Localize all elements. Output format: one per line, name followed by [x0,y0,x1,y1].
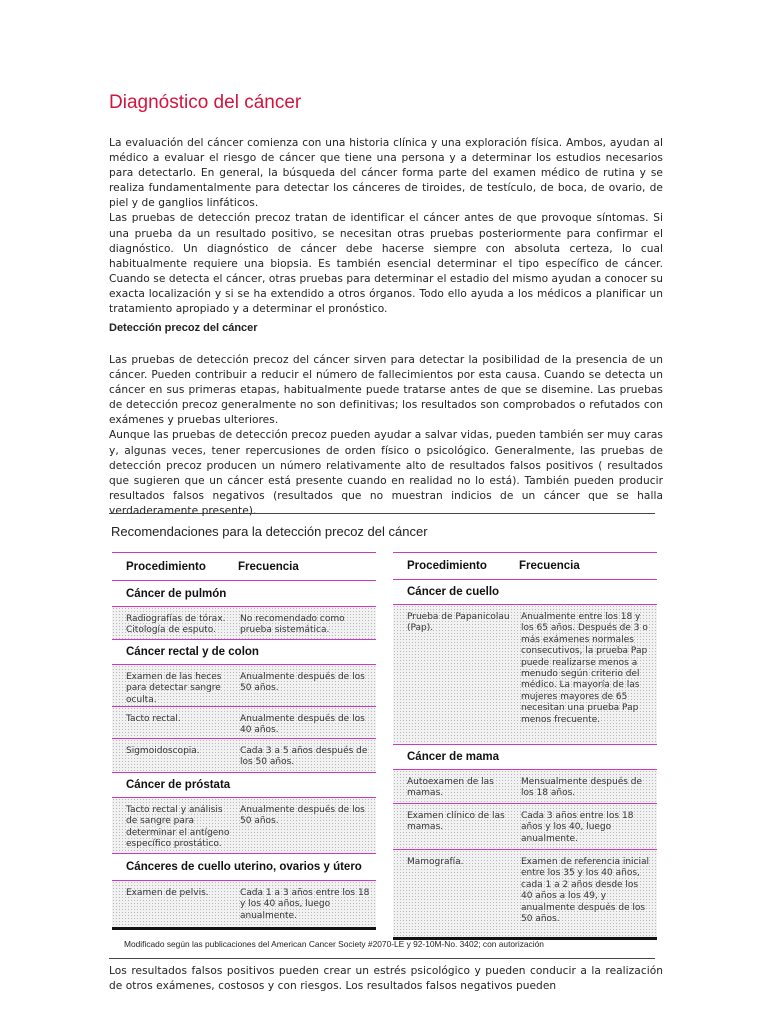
section-uterine-cancer: Cánceres de cuello uterino, ovarios y útero [126,861,362,873]
section-colorectal-cancer: Cáncer rectal y de colon [126,646,259,658]
table-left-column [112,552,376,930]
procedure-cell: Tacto rectal y análisis de sangre para determinar el antígeno específico prostático. [126,805,230,850]
procedure-cell: Radiografías de tórax. Citología de esputo. [126,614,226,636]
closing-text [109,964,663,994]
table-right-column [393,552,657,940]
intro-paragraph-2: Las pruebas de detección precoz tratan de identificar el cáncer antes de que provoque síntomas. Si una prueba da un resultado positivo, se necesitan otras pruebas posteriormente para confirmar el diagnóstico. Un diagnóstico de cáncer debe hacerse siempre con absoluta certeza, lo cual habitualmente requiere una biopsia. Es también esencial determinar el tipo específico de cáncer. Cuando se detecta el cáncer, otras pruebas para determinar el estadio del mismo ayudan a conocer su exacta localización y si se ha extendido a otros órganos. Todo ello ayuda a los médicos a planificar un tratamiento apropiado y a determinar el pronóstico. [109,212,663,316]
frequency-cell: Examen de referencia inicial entre los 35 y los 40 años, cada 1 a 2 años desde los 40 años a los 49, y anualmente después de los 50 años. [521,857,649,925]
table-row [393,770,657,803]
frequency-cell: Cada 1 a 3 años entre los 18 y los 40 años, luego anualmente. [240,888,370,921]
procedure-cell: Examen clínico de las mamas. [407,811,505,833]
table-row [112,607,376,639]
table-bottom-rule [109,958,655,959]
frequency-cell: Anualmente después de los 50 años. [240,805,365,827]
table-row [112,798,376,853]
procedure-cell: Autoexamen de las mamas. [407,777,494,799]
table-header [393,553,657,579]
table-row [112,707,376,738]
procedure-cell: Sigmoidoscopia. [126,746,200,756]
header-frequency: Frecuencia [238,560,299,573]
page-title: Diagnóstico del cáncer [109,92,302,113]
frequency-cell: Cada 3 años entre los 18 años y los 40, luego anualmente. [521,811,634,844]
table-row [393,605,657,744]
section-cervical-cancer: Cáncer de cuello [407,586,500,598]
table-row [393,850,657,937]
procedure-cell: Prueba de Papanicolau (Pap). [407,612,510,634]
section-heading: Detección precoz del cáncer [109,322,258,334]
section-lung-cancer: Cáncer de pulmón [126,587,227,600]
table-header [112,553,376,580]
procedure-cell: Tacto rectal. [126,714,181,724]
table-title: Recomendaciones para la detección precoz del cáncer [111,524,428,539]
table-row [112,665,376,706]
section-breast-cancer: Cáncer de mama [407,751,500,763]
section-paragraph-2: Aunque las pruebas de detección precoz pueden ayudar a salvar vidas, pueden también ser muy caras y, algunas veces, tener repercusiones de orden físico o psicológico. Generalmente, las pruebas de detección precoz producen un número relativamente alto de resultados falsos positivos ( resultados que sugieren que un cáncer está presente cuando en realidad no lo está). También pueden producir resultados falsos negativos (resultados que no muestran indicios de un cáncer que se halla verdaderamente presente). [109,429,663,517]
section-prostate-cancer: Cáncer de próstata [126,779,231,791]
frequency-cell: Cada 3 a 5 años después de los 50 años. [240,746,368,768]
closing-paragraph: Los resultados falsos positivos pueden crear un estrés psicológico y pueden conducir a la realización de otros exámenes, costosos y con riesgos. Los resultados falsos negativos pueden [109,965,663,993]
section-text [109,353,663,519]
procedure-cell: Mamografía. [407,857,464,867]
intro-text [109,136,663,317]
frequency-cell: Anualmente después de los 40 años. [240,714,365,736]
section-paragraph-1: Las pruebas de detección precoz del cáncer sirven para detectar la posibilidad de la presencia de un cáncer. Pueden contribuir a reducir el número de fallecimientos por esta causa. Cuando se detecta un cáncer en sus primeras etapas, habitualmente puede tratarse antes de que se disemine. Las pruebas de detección precoz generalmente no son definitivas; los resultados son comprobados o refutados con exámenes y pruebas ulteriores. [109,354,663,427]
header-procedure: Procedimiento [126,560,206,573]
table-row [112,739,376,772]
frequency-cell: Anualmente después de los 50 años. [240,672,365,694]
table-row [112,881,376,927]
procedure-cell: Examen de las heces para detectar sangre oculta. [126,672,222,705]
table-footnote: Modificado según las publicaciones del American Cancer Society #2070-LE y 92-10M-No. 3402; con autorización [124,939,544,949]
table-row [393,804,657,849]
frequency-cell: Mensualmente después de los 18 años. [521,777,643,799]
intro-paragraph-1: La evaluación del cáncer comienza con una historia clínica y una exploración física. Ambos, ayudan al médico a evaluar el riesgo de cáncer que tiene una persona y a determinar los estudios necesarios para detectarlo. En general, la búsqueda del cáncer forma parte del examen médico de rutina y se realiza fundamentalmente para detectar los cánceres de tiroides, de testículo, de boca, de ovario, de piel y de ganglios linfáticos. [109,137,663,210]
frequency-cell: No recomendado como prueba sistemática. [240,614,345,636]
frequency-cell: Anualmente entre los 18 y los 65 años. Después de 3 o más exámenes normales consecutivos, la prueba Pap puede realizarse menos a menudo según criterio del médico. La mayoría de las mujeres mayores de 65 necesitan una prueba Pap menos frecuente. [521,612,648,725]
procedure-cell: Examen de pelvis. [126,888,209,898]
table-top-rule [109,513,655,514]
header-procedure: Procedimiento [407,560,487,572]
header-frequency: Frecuencia [519,560,580,572]
